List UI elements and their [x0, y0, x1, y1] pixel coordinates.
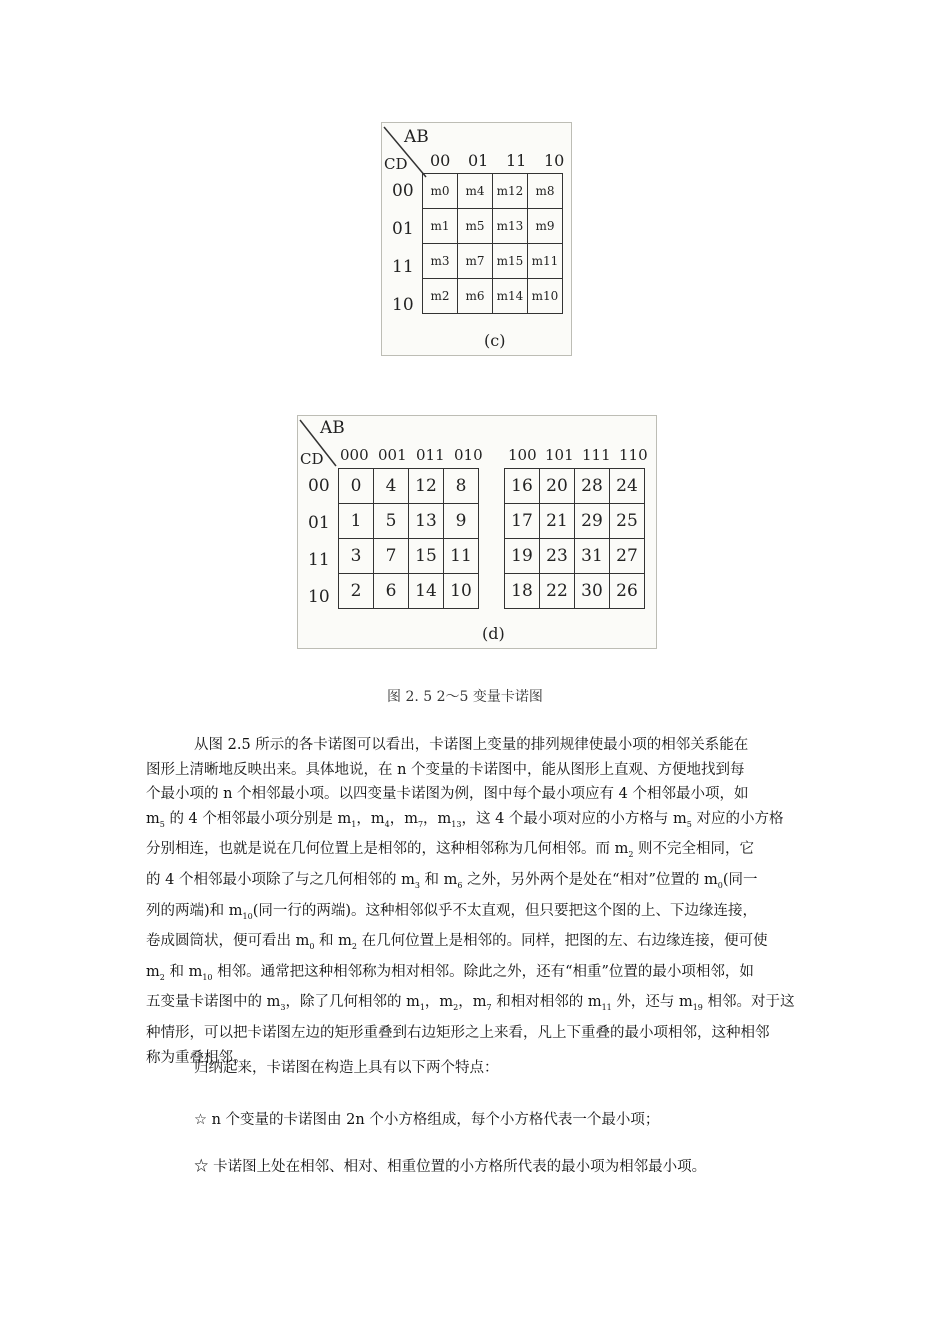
minterm-cell: m15 [493, 244, 528, 279]
karnaugh-map-figure-d [297, 415, 657, 649]
minterm-cell: 12 [409, 469, 444, 504]
ab-label: AB [320, 418, 345, 438]
minterm-cell: 29 [575, 504, 610, 539]
minterm-cell: 15 [409, 539, 444, 574]
karnaugh-grid-left [338, 468, 479, 609]
column-header: 000 [340, 446, 369, 464]
row-header: 10 [308, 587, 330, 607]
row-header: 01 [308, 513, 330, 533]
minterm-cell: m1 [423, 209, 458, 244]
row-header: 11 [308, 550, 330, 570]
figure-caption-c: (c) [484, 331, 506, 350]
cd-label: CD [384, 155, 408, 173]
minterm-cell: 18 [505, 574, 540, 609]
grid-row [505, 469, 645, 504]
grid-row [505, 574, 645, 609]
column-header: 01 [468, 151, 489, 170]
column-header: 010 [454, 446, 483, 464]
minterm-cell: 3 [339, 539, 374, 574]
minterm-cell: 10 [444, 574, 479, 609]
minterm-cell: 21 [540, 504, 575, 539]
row-header: 00 [308, 476, 330, 496]
column-header: 11 [506, 151, 527, 170]
karnaugh-grid [422, 173, 563, 314]
minterm-cell: 24 [610, 469, 645, 504]
body-paragraph [146, 733, 826, 1070]
minterm-cell: 2 [339, 574, 374, 609]
cd-label: CD [300, 450, 324, 468]
minterm-cell: 6 [374, 574, 409, 609]
minterm-cell: 9 [444, 504, 479, 539]
grid-row [505, 539, 645, 574]
paragraph-line: 列的两端)和 $m_{10}$(同一行的两端)。这种相邻似乎不太直观，但只要把这个图的上、下边缘连接， [146, 902, 758, 921]
grid-row [339, 539, 479, 574]
paragraph-line: 称为重叠相邻。 [146, 1049, 248, 1066]
ab-label: AB [404, 127, 429, 147]
bullet-item-1 [194, 1108, 834, 1133]
minterm-cell: 19 [505, 539, 540, 574]
figure-caption-d: (d) [482, 624, 505, 643]
paragraph-line: 五变量卡诺图中的 $m_3$，除了几何相邻的 $m_1$，$m_2$，$m_7$ 和相对相邻的 $m_{11}$ 外，还与 $m_{19}$ 相邻。对于这 [146, 994, 795, 1013]
minterm-cell: m2 [423, 279, 458, 314]
grid-row [339, 574, 479, 609]
paragraph-line: 分别相连，也就是说在几何位置上是相邻的，这种相邻称为几何相邻。而 $m_2$ 则不完全相同，它 [146, 841, 755, 860]
column-header: 111 [582, 446, 611, 464]
grid-row [423, 244, 563, 279]
minterm-cell: 25 [610, 504, 645, 539]
paragraph-line: 的 4 个相邻最小项除了与之几何相邻的 $m_3$ 和 $m_6$ 之外，另外两个是处在“相对”位置的 $m_0$(同一 [146, 871, 758, 890]
bullet-item-2-text: ☆ 卡诺图上处在相邻、相对、相重位置的小方格所代表的最小项为相邻最小项。 [194, 1159, 707, 1175]
minterm-cell: 27 [610, 539, 645, 574]
minterm-cell: m8 [528, 174, 563, 209]
minterm-cell: m6 [458, 279, 493, 314]
column-header: 101 [545, 446, 574, 464]
grid-row [423, 209, 563, 244]
paragraph-line: 个最小项的 n 个相邻最小项。以四变量卡诺图为例，图中每个最小项应有 4 个相邻最小项，如 [146, 786, 749, 803]
minterm-cell: 1 [339, 504, 374, 539]
paragraph-line: 卷成圆筒状，便可看出 $m_0$ 和 $m_2$ 在几何位置上是相邻的。同样，把图的左、右边缘连接，便可使 [146, 933, 768, 952]
grid-row [423, 279, 563, 314]
summary-intro-text: 归纳起来，卡诺图在构造上具有以下两个特点： [194, 1060, 499, 1076]
column-header: 100 [508, 446, 537, 464]
paragraph-line: 种情形，可以把卡诺图左边的矩形重叠到右边矩形之上来看，凡上下重叠的最小项相邻，这种相邻 [146, 1024, 770, 1041]
column-header: 00 [430, 151, 451, 170]
minterm-cell: m13 [493, 209, 528, 244]
minterm-cell: m10 [528, 279, 563, 314]
minterm-cell: 26 [610, 574, 645, 609]
column-header: 10 [544, 151, 565, 170]
minterm-cell: m14 [493, 279, 528, 314]
paragraph-line: 图形上清晰地反映出来。具体地说，在 n 个变量的卡诺图中，能从图形上直观、方便地找到每 [146, 761, 745, 778]
paragraph-line: 从图 2.5 所示的各卡诺图可以看出，卡诺图上变量的排列规律使最小项的相邻关系能在 [194, 737, 749, 753]
grid-row [423, 174, 563, 209]
minterm-cell: 23 [540, 539, 575, 574]
minterm-cell: 28 [575, 469, 610, 504]
minterm-cell: 16 [505, 469, 540, 504]
summary-intro [146, 1056, 826, 1081]
row-header: 11 [392, 257, 414, 277]
minterm-cell: m4 [458, 174, 493, 209]
minterm-cell: m11 [528, 244, 563, 279]
figure-caption: 图 2. 5 2～5 变量卡诺图 [387, 689, 543, 705]
minterm-cell: 11 [444, 539, 479, 574]
minterm-cell: 0 [339, 469, 374, 504]
paragraph-line: $m_2$ 和 $m_{10}$ 相邻。通常把这种相邻称为相对相邻。除此之外，还有“相重”位置的最小项相邻，如 [146, 963, 754, 982]
column-header: 110 [619, 446, 648, 464]
minterm-cell: m7 [458, 244, 493, 279]
minterm-cell: 20 [540, 469, 575, 504]
minterm-cell: 13 [409, 504, 444, 539]
minterm-cell: 14 [409, 574, 444, 609]
minterm-cell: m3 [423, 244, 458, 279]
row-header: 01 [392, 219, 414, 239]
bullet-item-1-text: ☆ n 个变量的卡诺图由 2n 个小方格组成，每个小方格代表一个最小项； [194, 1112, 660, 1128]
minterm-cell: 5 [374, 504, 409, 539]
minterm-cell: 30 [575, 574, 610, 609]
minterm-cell: 4 [374, 469, 409, 504]
bullet-item-2 [194, 1155, 834, 1180]
minterm-cell: m12 [493, 174, 528, 209]
minterm-cell: 7 [374, 539, 409, 574]
grid-row [339, 504, 479, 539]
row-header: 00 [392, 181, 414, 201]
minterm-cell: m9 [528, 209, 563, 244]
column-header: 001 [378, 446, 407, 464]
minterm-cell: 17 [505, 504, 540, 539]
karnaugh-map-figure-c [381, 122, 572, 356]
karnaugh-grid-right [504, 468, 645, 609]
grid-row [505, 504, 645, 539]
minterm-cell: m0 [423, 174, 458, 209]
minterm-cell: 22 [540, 574, 575, 609]
minterm-cell: m5 [458, 209, 493, 244]
minterm-cell: 8 [444, 469, 479, 504]
column-header: 011 [416, 446, 445, 464]
minterm-cell: 31 [575, 539, 610, 574]
grid-row [339, 469, 479, 504]
row-header: 10 [392, 295, 414, 315]
paragraph-line: $m_5$ 的 4 个相邻最小项分别是 $m_1$，$m_4$，$m_7$，$m_{13}$，这 4 个最小项对应的小方格与 $m_5$ 对应的小方格 [146, 810, 784, 829]
